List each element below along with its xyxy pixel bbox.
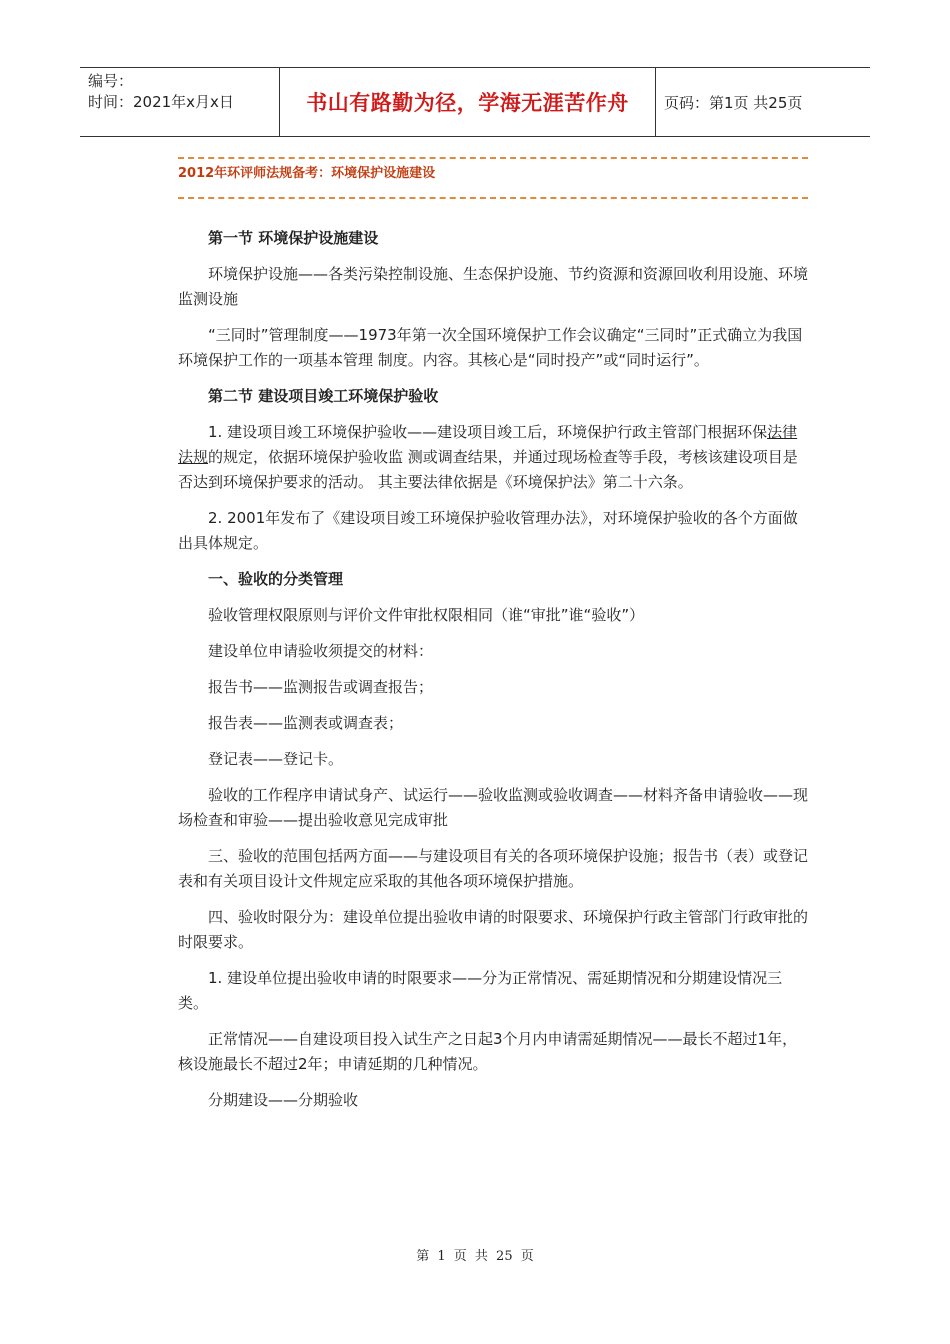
number-label: 编号： bbox=[88, 72, 134, 90]
subsection-heading: 一、验收的分类管理 bbox=[208, 570, 344, 588]
paragraph-text-post: 的规定，依据环境保护验收监 测或调查结果，并通过现场检查等手段，考核该建设项目是否达到环境保护要求的活动。 其主要法律依据是《环境保护法》第二十六条。 bbox=[178, 448, 798, 491]
paragraph: 四、验收时限分为：建设单位提出验收申请的时限要求、环境保护行政主管部门行政审批的时限要求。 bbox=[178, 908, 809, 951]
top-dashed-divider bbox=[178, 157, 808, 159]
paragraph-text-pre: 1. 建设项目竣工环境保护验收——建设项目竣工后，环境保护行政主管部门根据环保 bbox=[208, 423, 768, 441]
paragraph: 1. 建设单位提出验收申请的时限要求——分为正常情况、需延期情况和分期建设情况三类。 bbox=[178, 969, 783, 1012]
bottom-dashed-divider bbox=[178, 197, 808, 199]
header-table bbox=[80, 67, 870, 137]
paragraph: 正常情况——自建设项目投入试生产之日起3个月内申请需延期情况——最长不超过1年，核设施最长不超过2年；申请延期的几种情况。 bbox=[178, 1030, 798, 1073]
header-page-info: 页码：第1页 共25页 bbox=[664, 93, 803, 112]
paragraph: 验收的工作程序申请试身产、试运行——验收监测或验收调查——材料齐备申请验收——现场检查和审验——提出验收意见完成审批 bbox=[178, 786, 809, 829]
paragraph: “三同时”管理制度——1973年第一次全国环境保护工作会议确定“三同时”正式确立为我国环境保护工作的一项基本管理 制度。内容。其核心是“同时投产”或“同时运行”。 bbox=[178, 326, 803, 369]
paragraph: 登记表——登记卡。 bbox=[208, 750, 344, 768]
paragraph: 三、验收的范围包括两方面——与建设项目有关的各项环境保护设施；报告书（表）或登记表和有关项目设计文件规定应采取的其他各项环境保护措施。 bbox=[178, 847, 809, 890]
paragraph: 验收管理权限原则与评价文件审批权限相同（谁“审批”谁“验收”） bbox=[208, 606, 645, 624]
header-info bbox=[80, 68, 280, 136]
page-footer: 第 1 页 共 25 页 bbox=[416, 1249, 534, 1264]
document-body bbox=[178, 226, 808, 1124]
section-heading-1: 第一节 环境保护设施建设 bbox=[208, 229, 379, 247]
paragraph: 建设单位申请验收须提交的材料： bbox=[208, 642, 434, 660]
paragraph: 报告表——监测表或调查表； bbox=[208, 714, 404, 732]
header-motto: 书山有路勤为径，学海无涯苦作舟 bbox=[280, 68, 656, 136]
paragraph: 环境保护设施——各类污染控制设施、生态保护设施、节约资源和资源回收利用设施、环境监测设施 bbox=[178, 265, 809, 308]
date-label: 时间：2021年x月x日 bbox=[88, 93, 234, 111]
law-link[interactable]: 法律法规 bbox=[178, 423, 798, 466]
paragraph-with-link bbox=[178, 420, 808, 495]
paragraph: 报告书——监测报告或调查报告； bbox=[208, 678, 434, 696]
paragraph: 分期建设——分期验收 bbox=[208, 1091, 359, 1109]
section-heading-2: 第二节 建设项目竣工环境保护验收 bbox=[208, 387, 439, 405]
paragraph: 2. 2001年发布了《建设项目竣工环境保护验收管理办法》，对环境保护验收的各个方面做出具体规定。 bbox=[178, 509, 798, 552]
document-title: 2012年环评师法规备考：环境保护设施建设 bbox=[178, 166, 436, 181]
